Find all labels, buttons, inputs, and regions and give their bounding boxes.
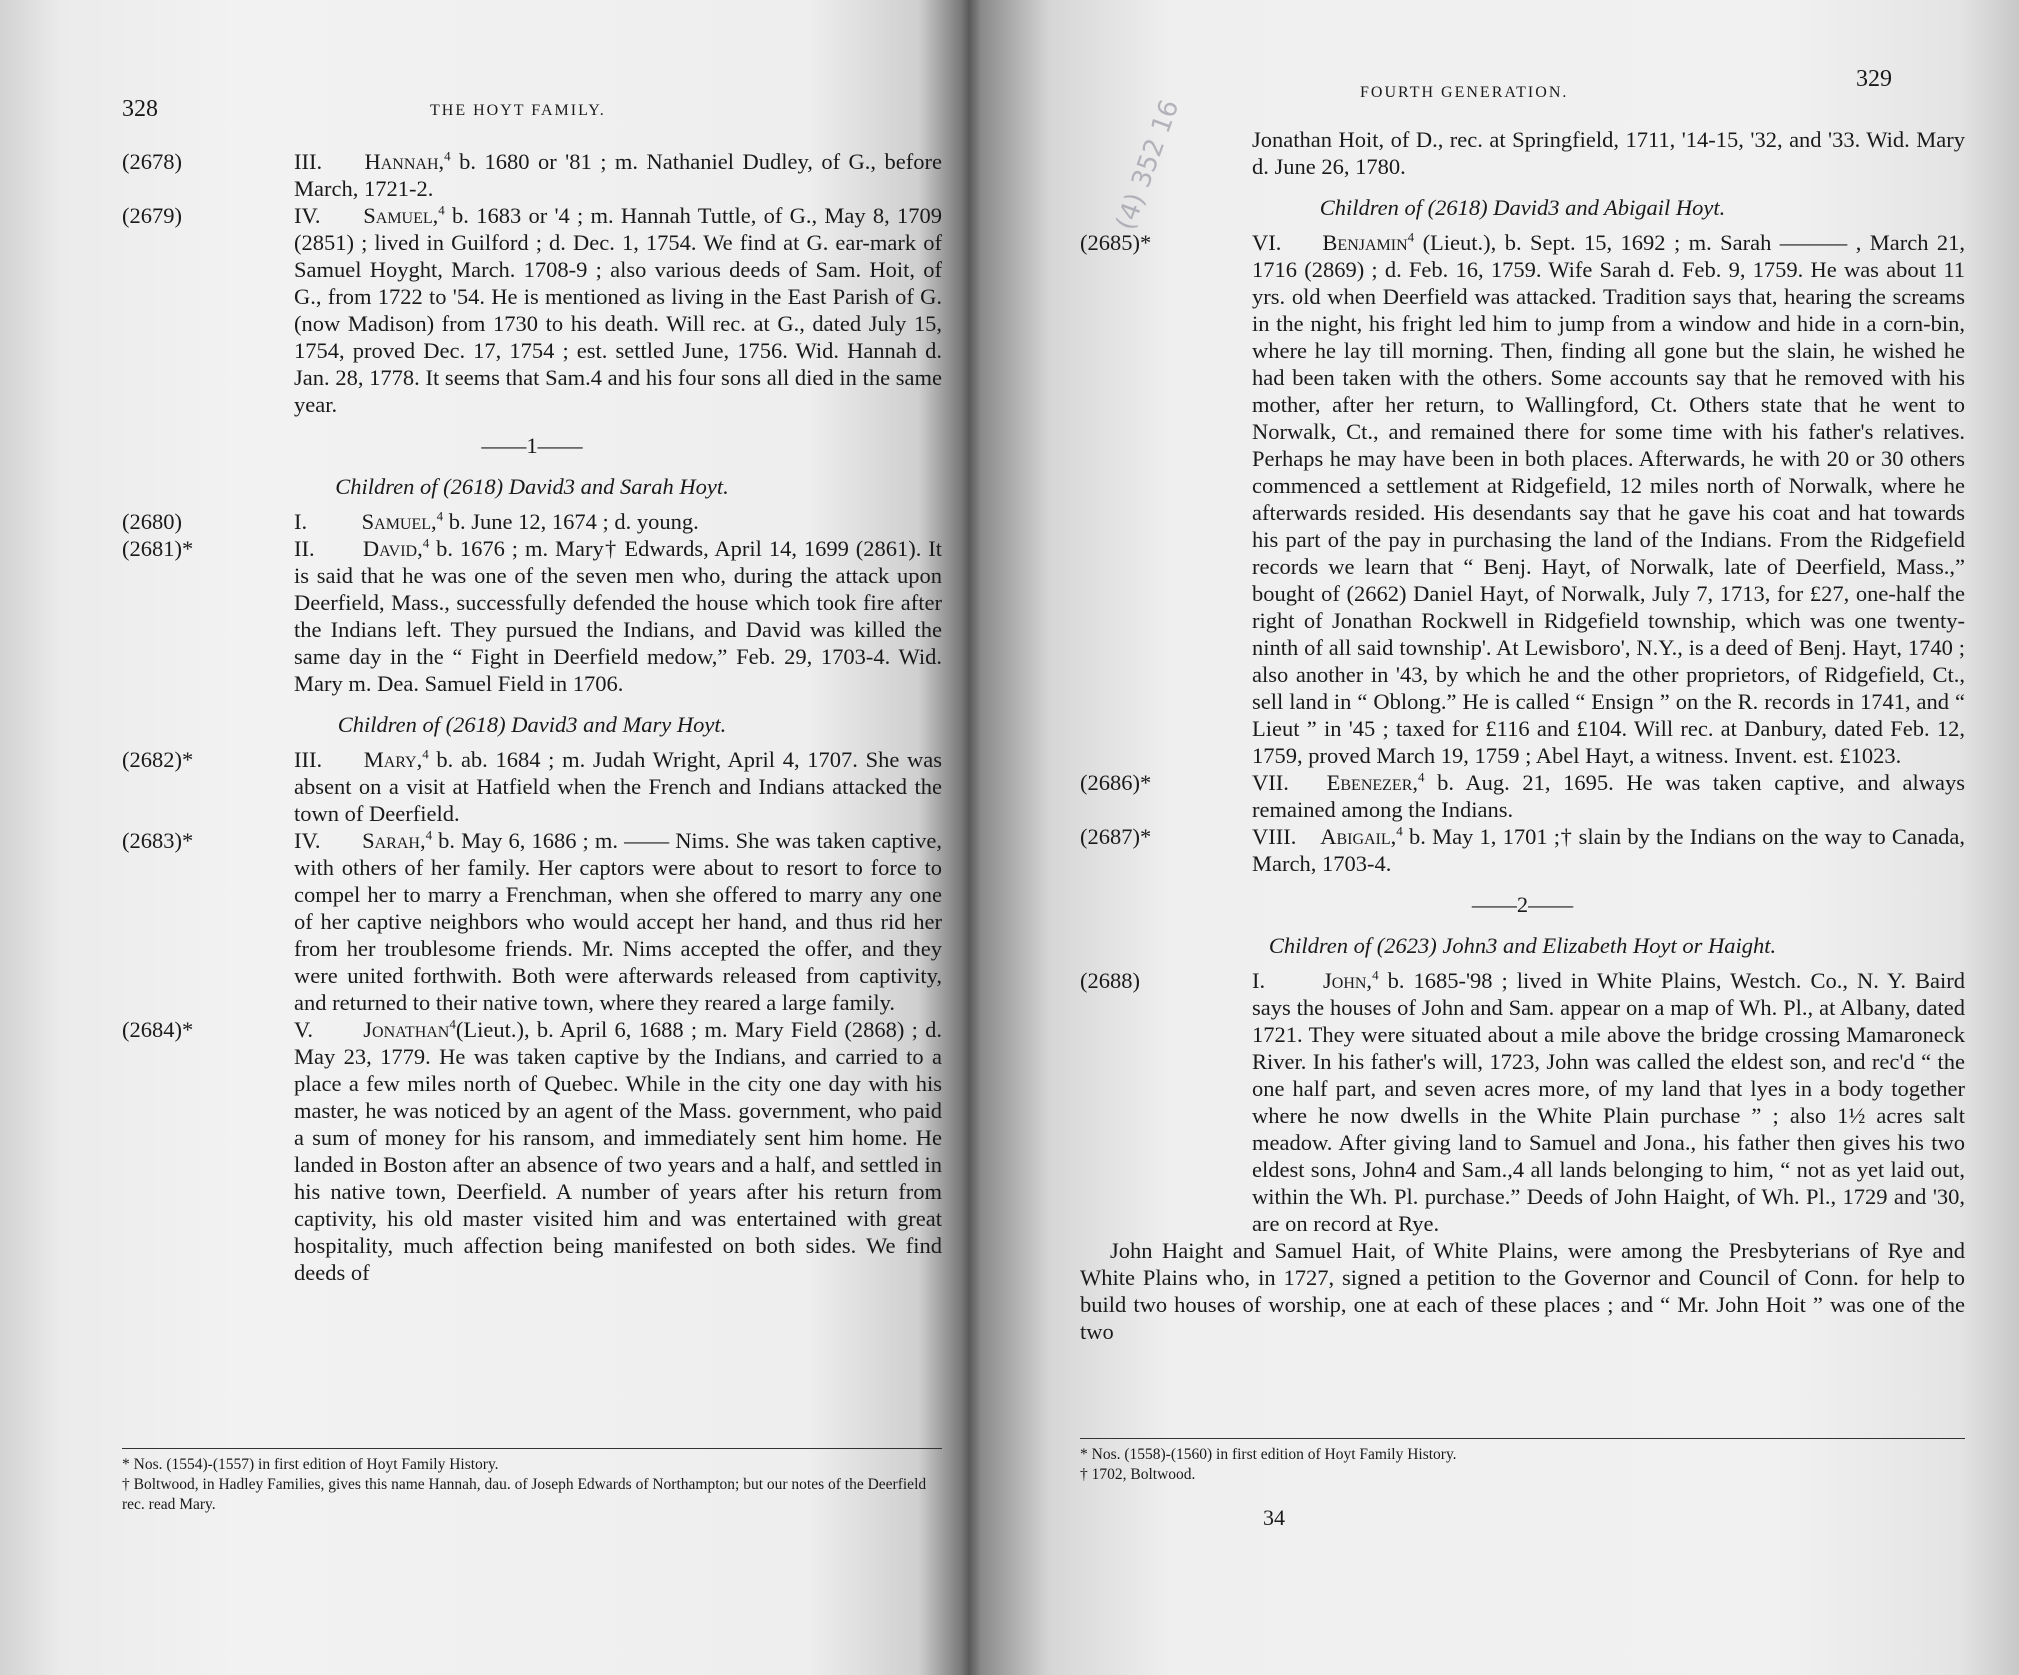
- person-name: Samuel,: [361, 509, 437, 534]
- roman-numeral: III.: [294, 149, 323, 174]
- margin-stamp: (4) 352 16: [1110, 95, 1186, 235]
- person-name: Mary,: [363, 747, 423, 772]
- continued-text: Jonathan Hoit, of D., rec. at Springfield, 1711, '14-15, '32, and '33. Wid. Mary d. June 26, 1780.: [1252, 127, 1965, 179]
- footnote-rule: [122, 1448, 942, 1449]
- entry-list-b: [1080, 967, 1965, 1237]
- entry-number: (2681)*: [122, 536, 194, 561]
- roman-numeral: VII.: [1252, 770, 1289, 795]
- generation-superscript: 4: [1372, 967, 1379, 983]
- entry-list-c: [122, 746, 942, 1286]
- generation-superscript: 4: [444, 148, 451, 164]
- person-name: Samuel,: [363, 203, 439, 228]
- entry-number: (2683)*: [122, 828, 194, 853]
- genealogy-entry: [1080, 967, 1965, 1237]
- right-page: [1040, 0, 2019, 1675]
- entry-number: (2687)*: [1080, 824, 1152, 849]
- entry-text: (Lieut.), b. April 6, 1688 ; m. Mary Field (2868) ; d. May 23, 1779. He was taken captive by the Indians, and carried to a place a few miles north of Quebec. While in the city one day with his master, he was noticed by an agent of the Mass. government, who paid a sum of money for his ransom, and immediately sent him home. He landed in Boston after an absence of two years and a half, and settled in his native town, Deerfield. A number of years after his return from captivity, his old master visited him and was entertained with great hospitality, much affection being manifested on both sides. We find deeds of: [294, 1017, 943, 1285]
- children-subheading: Children of (2623) John3 and Elizabeth Hoyt or Haight.: [1268, 933, 1777, 958]
- entry-text: b. 1680 or '81 ; m. Nathaniel Dudley, of G., before March, 1721-2.: [294, 149, 942, 201]
- person-name: Hannah,: [364, 149, 445, 174]
- entry-number: (2685)*: [1080, 230, 1152, 255]
- generation-superscript: 4: [422, 535, 430, 551]
- footnote: * Nos. (1554)-(1557) in first edition of Hoyt Family History.: [122, 1456, 499, 1473]
- genealogy-entry: [1080, 229, 1965, 769]
- entry-text: b. 1685-'98 ; lived in White Plains, Westch. Co., N. Y. Baird says the houses of John and Sam. appear on a map of Wh. Pl., at Albany, dated 1721. They were situated about a mile above the bridge crossing Mamaroneck River. In his father's will, 1723, John was called the eldest son, and rec'd “ the one half part, and seven acres more, of my land that lyes in a body together where he now dwells in the White Plain purchase ” ; also 1½ acres salt meadow. After giving land to Samuel and Jona., his father then gives his two eldest sons, John4 and Sam.,4 all lands belonging to him, “ not as yet laid out, within the Wh. Pl. purchase.” Deeds of John Haight, of Wh. Pl., 1729 and '30, are on record at Rye.: [1252, 968, 1965, 1236]
- right-page-text: [1080, 126, 1965, 1345]
- section-divider: ——1——: [481, 433, 583, 458]
- person-name: Abigail,: [1320, 824, 1397, 849]
- entry-text: b. 1683 or '4 ; m. Hannah Tuttle, of G., May 8, 1709 (2851) ; lived in Guilford ; d. Dec. 1, 1754. We find at G. ear-mark of Samuel Hoyght, March. 1708-9 ; also various deeds of Sam. Hoit, of G., from 1722 to '54. He is mentioned as living in the East Parish of G. (now Madison) from 1730 to his death. Will rec. at G., dated July 15, 1754, proved Dec. 17, 1754 ; est. settled June, 1756. Wid. Hannah d. Jan. 28, 1778. It seems that Sam.4 and his four sons all died in the same year.: [294, 203, 942, 417]
- entry-list-a: [1080, 229, 1965, 877]
- generation-superscript: 4: [436, 508, 444, 524]
- person-name: Ebenezer,: [1326, 770, 1418, 795]
- section-divider: ——2——: [1471, 892, 1574, 917]
- footnote: * Nos. (1558)-(1560) in first edition of Hoyt Family History.: [1080, 1446, 1457, 1463]
- paragraph: John Haight and Samuel Hait, of White Plains, were among the Presbyterians of Rye and White Plains who, in 1727, signed a petition to the Governor and Council of Conn. for help to build two houses of worship, one at each of these places ; and “ Mr. John Hoit ” was one of the two: [1080, 1238, 1965, 1344]
- running-head-left: THE HOYT FAMILY.: [430, 102, 606, 119]
- entry-number: (2686)*: [1080, 770, 1152, 795]
- entry-text: b. May 6, 1686 ; m. —— Nims. She was taken captive, with others of her family. Her captors were about to resort to force to compel her to marry a Frenchman, when she offered to marry any one of her captive neighbors who would accept her hand, and thus rid her from her troublesome friends. Mr. Nims accepted the offer, and they were united forthwith. Both were afterwards released from captivity, and returned to their native town, where they reared a large family.: [294, 828, 942, 1015]
- roman-numeral: VIII.: [1252, 824, 1297, 849]
- roman-numeral: V.: [294, 1017, 313, 1042]
- genealogy-entry: [122, 827, 942, 1016]
- roman-numeral: VI.: [1252, 230, 1282, 255]
- person-name: Benjamin: [1322, 230, 1408, 255]
- generation-superscript: 4: [1407, 229, 1415, 245]
- roman-numeral: I.: [1252, 968, 1266, 993]
- roman-numeral: IV.: [294, 203, 321, 228]
- footnote: † Boltwood, in Hadley Families, gives this name Hannah, dau. of Joseph Edwards of Northampton; but our notes of the Deerfield rec. read Mary.: [122, 1476, 927, 1513]
- entry-text: b. Aug. 21, 1695. He was taken captive, and always remained among the Indians.: [1252, 770, 1965, 822]
- genealogy-entry: [1080, 823, 1965, 877]
- genealogy-entry: [122, 148, 942, 202]
- signature-mark: 34: [1263, 1505, 1285, 1530]
- genealogy-entry: [122, 535, 942, 697]
- roman-numeral: II.: [294, 536, 315, 561]
- page-number-left: 328: [122, 96, 158, 122]
- left-page-text: [122, 148, 942, 1286]
- children-subheading: Children of (2618) David3 and Mary Hoyt.: [337, 712, 727, 737]
- entry-list-b: [122, 508, 942, 697]
- genealogy-entry: [122, 746, 942, 827]
- roman-numeral: IV.: [294, 828, 321, 853]
- entry-text: b. ab. 1684 ; m. Judah Wright, April 4, 1707. She was absent on a visit at Hatfield when the French and Indians attacked the town of Deerfield.: [294, 747, 943, 826]
- entry-number: (2684)*: [122, 1017, 194, 1042]
- roman-numeral: III.: [294, 747, 323, 772]
- footnotes-left: [122, 1448, 942, 1515]
- footnote: † 1702, Boltwood.: [1080, 1466, 1196, 1483]
- running-head-right: FOURTH GENERATION.: [1360, 84, 1569, 101]
- entry-text: b. 1676 ; m. Mary† Edwards, April 14, 1699 (2861). It is said that he was one of the seven men who, during the attack upon Deerfield, Mass., successfully defended the house which took fire after the Indians left. They pursued the Indians, and David was killed the same day in the “ Fight in Deerfield medow,” Feb. 29, 1703-4. Wid. Mary m. Dea. Samuel Field in 1706.: [294, 536, 942, 696]
- roman-numeral: I.: [294, 509, 308, 534]
- entry-number: (2679): [122, 203, 182, 228]
- generation-superscript: 4: [1418, 769, 1425, 785]
- entry-text: (Lieut.), b. Sept. 15, 1692 ; m. Sarah ——— , March 21, 1716 (2869) ; d. Feb. 16, 1759. Wife Sarah d. Feb. 9, 1759. He was about 11 yrs. old when Deerfield was attacked. Tradition says that, hearing the screams in the night, his fright led him to jump from a window and hide in a corn-bin, where he lay till morning. Then, finding all gone but the slain, he wished he had been taken with the others. Some accounts say that he removed with his mother, after her return, to Wallingford, Ct. Others state that he went to Norwalk, Ct., and remained there for some time with his father's relatives. Perhaps he may have been in both places. Afterwards, he with 20 or 30 others commenced a settlement at Ridgefield, 12 miles north of Norwalk, where he afterwards resided. His desendants say that he gave his coat and hat towards his part of the pay in purchasing the land of the Indians. From the Ridgefield records we learn that “ Benj. Hayt, of Norwalk, late of Deerfield, Mass.,” bought of (2662) Daniel Hayt, of Norwalk, July 7, 1713, for £27, one-half the right of Jonathan Rockwell in Ridgefield township, which was one twenty-ninth of all said township'. At Lewisboro', N.Y., is a deed of Benj. Hayt, 1740 ; also another in '43, by which he and the other proprietors, of Ridgefield, Ct., sell land in “ Oblong.” He is called “ Ensign ” on the R. records in 1741, and “ Lieut ” in '45 ; taxed for £116 and £104. Will rec. at Danbury, dated Feb. 12, 1759, proved March 19, 1759 ; Abel Hayt, a witness. Invent. est. £1023.: [1252, 230, 1965, 768]
- entry-number: (2682)*: [122, 747, 194, 772]
- generation-superscript: 4: [449, 1016, 456, 1032]
- footnotes-right: [1080, 1438, 1965, 1485]
- person-name: John,: [1323, 968, 1373, 993]
- genealogy-entry: [122, 508, 942, 535]
- genealogy-entry: [122, 202, 942, 418]
- person-name: Sarah,: [362, 828, 426, 853]
- person-name: Jonathan: [363, 1017, 450, 1042]
- footnote-rule: [1080, 1438, 1965, 1439]
- entry-number: (2678): [122, 149, 182, 174]
- entry-text: b. June 12, 1674 ; d. young.: [443, 509, 699, 534]
- entry-number: (2688): [1080, 968, 1140, 993]
- generation-superscript: 4: [422, 746, 429, 762]
- entry-text: b. May 1, 1701 ;† slain by the Indians on the way to Canada, March, 1703-4.: [1252, 824, 1966, 876]
- generation-superscript: 4: [438, 202, 445, 218]
- children-subheading: Children of (2618) David3 and Sarah Hoyt.: [335, 474, 729, 499]
- generation-superscript: 4: [425, 827, 433, 843]
- person-name: David,: [362, 536, 423, 561]
- left-page: [0, 0, 975, 1675]
- children-subheading: Children of (2618) David3 and Abigail Hoyt.: [1319, 195, 1726, 220]
- entry-list-a: [122, 148, 942, 418]
- genealogy-entry: [122, 1016, 942, 1286]
- entry-number: (2680): [122, 509, 182, 534]
- page-number-right: 329: [1856, 66, 1892, 92]
- genealogy-entry: [1080, 769, 1965, 823]
- generation-superscript: 4: [1396, 823, 1403, 839]
